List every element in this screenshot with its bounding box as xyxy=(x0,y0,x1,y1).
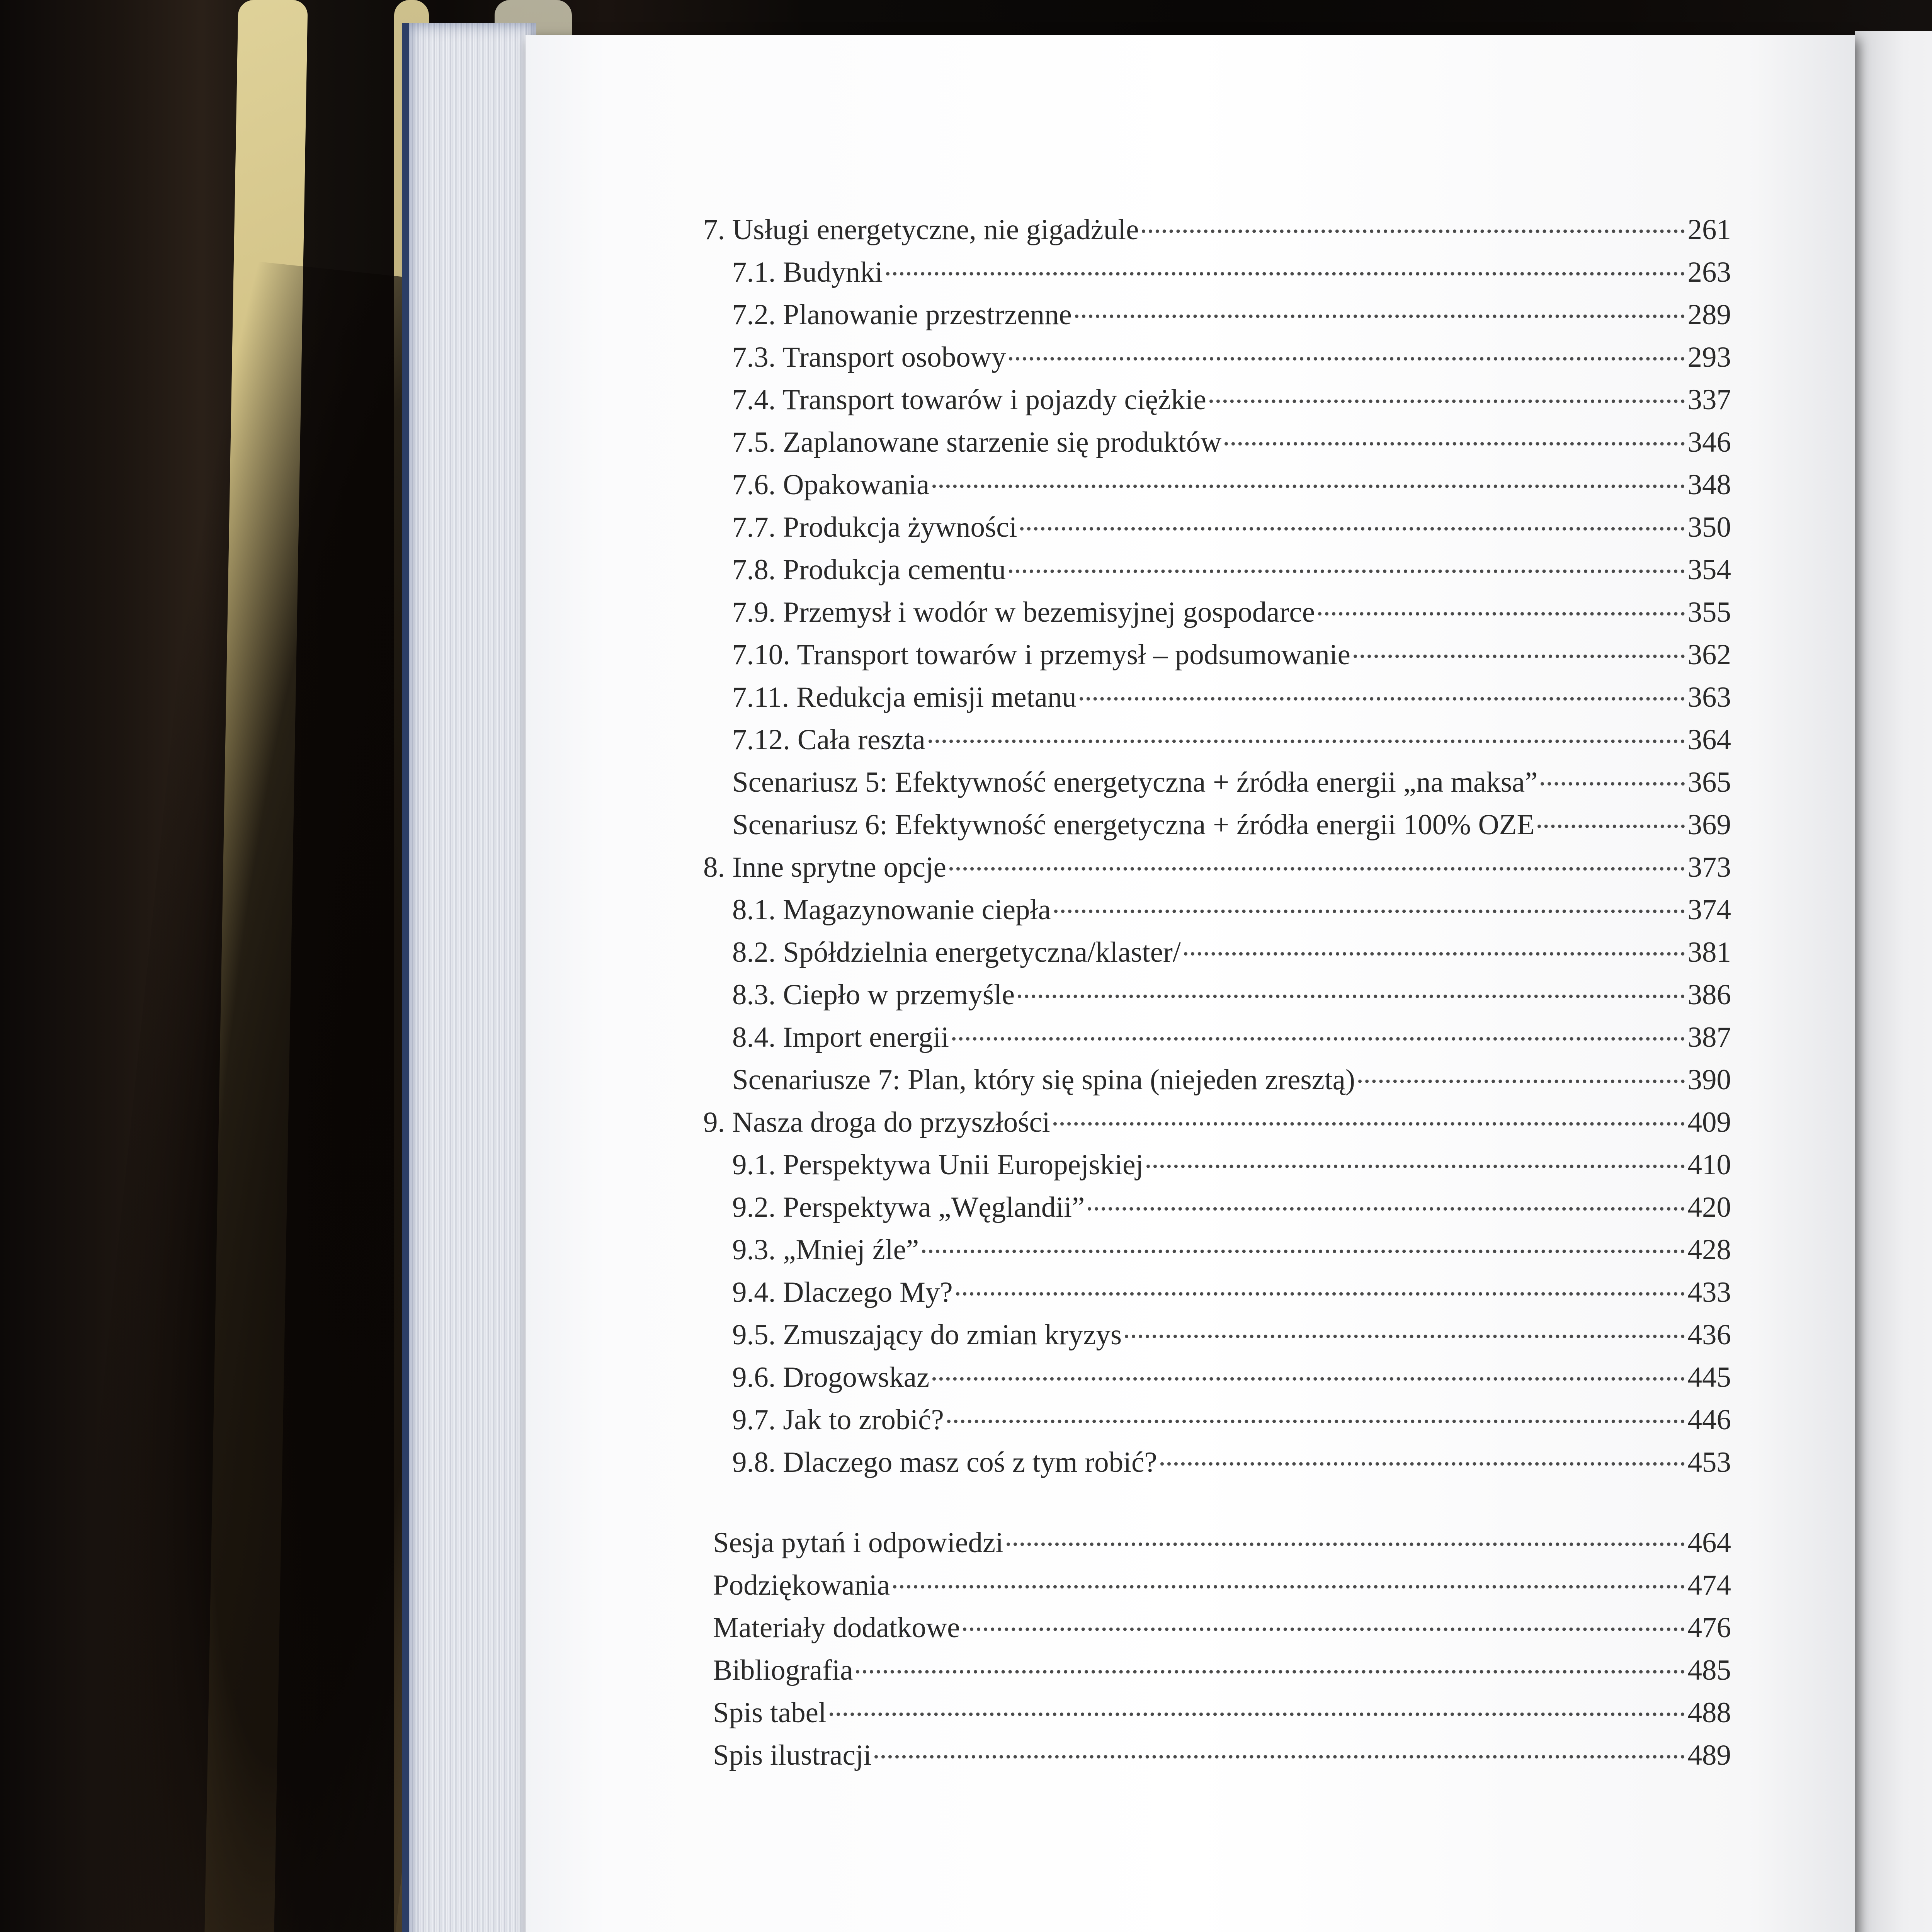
toc-entry xyxy=(703,336,1731,379)
toc-entry xyxy=(703,1734,1731,1777)
toc-entry-title: Scenariusz 6: Efektywność energetyczna + źródła energii 100% OZE xyxy=(732,809,1535,841)
toc-entry xyxy=(703,676,1731,719)
toc-entry-title: 8.1. Magazynowanie ciepła xyxy=(732,894,1051,926)
toc-entry xyxy=(703,591,1731,634)
toc-entry xyxy=(703,1399,1731,1441)
dot-leader xyxy=(963,1628,1684,1631)
dot-leader xyxy=(1358,1080,1685,1083)
dot-leader xyxy=(1009,357,1684,361)
dot-leader xyxy=(830,1713,1685,1716)
toc-entry-title: 8.2. Spółdzielnia energetyczna/klaster/ xyxy=(732,936,1181,968)
toc-entry-title: 9.5. Zmuszający do zmian kryzys xyxy=(732,1319,1122,1351)
toc-entry xyxy=(703,464,1731,506)
toc-entry-page-number: 354 xyxy=(1687,554,1731,586)
dot-leader xyxy=(1125,1335,1684,1338)
toc-entry-page-number: 446 xyxy=(1687,1404,1731,1436)
toc-entry-title: 7.6. Opakowania xyxy=(732,469,930,501)
toc-entry xyxy=(703,974,1731,1016)
dot-leader xyxy=(1225,442,1684,446)
toc-entry-page-number: 390 xyxy=(1687,1064,1731,1096)
toc-entry-title: Spis tabel xyxy=(713,1697,827,1729)
toc-entry-title: 7. Usługi energetyczne, nie gigadżule xyxy=(703,214,1139,246)
toc-entry-title: 7.8. Produkcja cementu xyxy=(732,554,1006,586)
toc-entry xyxy=(703,1016,1731,1059)
dot-leader xyxy=(1184,952,1685,956)
dot-leader xyxy=(1160,1462,1685,1466)
toc-entry xyxy=(703,506,1731,549)
dot-leader xyxy=(1020,527,1684,531)
toc-entry-page-number: 453 xyxy=(1687,1446,1731,1478)
toc-entry xyxy=(703,1564,1731,1607)
toc-entry-page-number: 464 xyxy=(1687,1527,1731,1559)
toc-entry-title: 8. Inne sprytne opcje xyxy=(703,851,946,883)
dot-leader xyxy=(1354,655,1685,658)
toc-entry-title: 9.7. Jak to zrobić? xyxy=(732,1404,944,1436)
dot-leader xyxy=(932,1377,1684,1381)
toc-entry-title: 8.4. Import energii xyxy=(732,1021,949,1053)
toc-entry-title: 7.4. Transport towarów i pojazdy ciężkie xyxy=(732,384,1206,416)
dot-leader xyxy=(956,1292,1685,1296)
toc-entry-page-number: 337 xyxy=(1687,384,1731,416)
dot-leader xyxy=(1541,782,1684,786)
toc-entry-title: 7.12. Cała reszta xyxy=(732,724,925,756)
toc-entry-page-number: 476 xyxy=(1687,1612,1731,1644)
toc-entry-title: Scenariusze 7: Plan, który się spina (niejeden zresztą) xyxy=(732,1064,1355,1096)
toc-entry xyxy=(703,251,1731,294)
dot-leader xyxy=(1018,995,1684,998)
toc-entry-title: 7.9. Przemysł i wodór w bezemisyjnej gospodarce xyxy=(732,596,1315,628)
toc-entry-page-number: 428 xyxy=(1687,1234,1731,1266)
toc-entry-page-number: 381 xyxy=(1687,936,1731,968)
toc-entry-title: Podziękowania xyxy=(713,1569,890,1601)
toc-entry xyxy=(703,1356,1731,1399)
toc-entry-page-number: 488 xyxy=(1687,1697,1731,1729)
toc-entry-page-number: 348 xyxy=(1687,469,1731,501)
toc-entry-page-number: 445 xyxy=(1687,1361,1731,1393)
dot-leader xyxy=(1053,1122,1685,1126)
toc-entry xyxy=(703,1271,1731,1314)
toc-entry xyxy=(703,1441,1731,1484)
toc-entry xyxy=(703,549,1731,591)
toc-entry-title: 7.3. Transport osobowy xyxy=(732,341,1006,373)
dot-leader xyxy=(922,1250,1684,1253)
toc-entry-page-number: 386 xyxy=(1687,979,1731,1011)
toc-entry-title: 8.3. Ciepło w przemyśle xyxy=(732,979,1015,1011)
toc-entry xyxy=(703,719,1731,761)
toc-entry xyxy=(703,294,1731,336)
dot-leader xyxy=(1075,315,1685,318)
dot-leader xyxy=(1318,612,1685,616)
dot-leader xyxy=(893,1585,1684,1588)
toc-entry xyxy=(703,931,1731,974)
toc-entry-title: Materiały dodatkowe xyxy=(713,1612,960,1644)
toc-entry-title: 9.2. Perspektywa „Węglandii” xyxy=(732,1191,1085,1223)
toc-entry-title: 7.1. Budynki xyxy=(732,256,883,288)
toc-entry-title: Bibliografia xyxy=(713,1654,853,1686)
toc-entry xyxy=(703,634,1731,676)
toc-entry-page-number: 350 xyxy=(1687,511,1731,543)
dot-leader xyxy=(1209,400,1685,403)
book-page-edges xyxy=(402,23,536,1932)
dot-leader xyxy=(1146,1165,1684,1168)
toc-entry xyxy=(703,1692,1731,1734)
toc-entry-page-number: 474 xyxy=(1687,1569,1731,1601)
toc-entry-page-number: 373 xyxy=(1687,851,1731,883)
dot-leader xyxy=(1142,230,1684,233)
toc-entry-page-number: 410 xyxy=(1687,1149,1731,1181)
toc-entry-page-number: 485 xyxy=(1687,1654,1731,1686)
dot-leader xyxy=(1009,570,1684,573)
toc-entry-page-number: 433 xyxy=(1687,1276,1731,1308)
toc-entry-title: 9.8. Dlaczego masz coś z tym robić? xyxy=(732,1446,1157,1478)
toc-entry xyxy=(703,1607,1731,1649)
toc-entry-title: Scenariusz 5: Efektywność energetyczna + źródła energii „na maksa” xyxy=(732,766,1538,798)
toc-entry-title: 9.3. „Mniej źle” xyxy=(732,1234,919,1266)
toc-entry-page-number: 289 xyxy=(1687,299,1731,331)
toc-entry xyxy=(703,1144,1731,1186)
toc-entry-page-number: 355 xyxy=(1687,596,1731,628)
dot-leader xyxy=(1080,697,1685,701)
toc-entry-title: 7.7. Produkcja żywności xyxy=(732,511,1017,543)
dot-leader xyxy=(1054,910,1685,913)
toc-entry-title: 7.5. Zaplanowane starzenie się produktów xyxy=(732,426,1222,458)
toc-entry-title: 9.4. Dlaczego My? xyxy=(732,1276,953,1308)
facing-page xyxy=(1855,31,1932,1932)
toc-entry-page-number: 362 xyxy=(1687,639,1731,671)
toc-entry xyxy=(703,889,1731,931)
dot-leader xyxy=(1007,1543,1685,1546)
dot-leader xyxy=(932,485,1684,488)
dot-leader xyxy=(1088,1207,1684,1211)
toc-entry-page-number: 363 xyxy=(1687,681,1731,713)
toc-entry xyxy=(703,1101,1731,1144)
toc-entry-page-number: 436 xyxy=(1687,1319,1731,1351)
toc-entry-title: 9.6. Drogowskaz xyxy=(732,1361,930,1393)
toc-entry xyxy=(703,421,1731,464)
toc-entry-page-number: 364 xyxy=(1687,724,1731,756)
toc-entry xyxy=(703,846,1731,889)
toc-entry-page-number: 489 xyxy=(1687,1739,1731,1771)
dot-leader xyxy=(874,1755,1684,1759)
dot-leader xyxy=(952,1037,1685,1041)
toc-entry-title: 7.10. Transport towarów i przemysł – podsumowanie xyxy=(732,639,1350,671)
toc-entry-title: 7.2. Planowanie przestrzenne xyxy=(732,299,1072,331)
toc-entry-title: 7.11. Redukcja emisji metanu xyxy=(732,681,1077,713)
toc-entry-title: Sesja pytań i odpowiedzi xyxy=(713,1527,1003,1559)
dot-leader xyxy=(856,1670,1684,1673)
toc-entry-title: 9.1. Perspektywa Unii Europejskiej xyxy=(732,1149,1144,1181)
toc-entry-page-number: 261 xyxy=(1687,214,1731,246)
toc-entry-title: Spis ilustracji xyxy=(713,1739,872,1771)
dot-leader xyxy=(949,867,1685,871)
toc-entry xyxy=(703,804,1731,846)
toc-entry-page-number: 263 xyxy=(1687,256,1731,288)
toc-entry xyxy=(703,1522,1731,1564)
toc-entry xyxy=(703,1186,1731,1229)
toc-entry-page-number: 409 xyxy=(1687,1106,1731,1138)
toc-entry-page-number: 420 xyxy=(1687,1191,1731,1223)
dot-leader xyxy=(929,740,1685,743)
toc-entry xyxy=(703,761,1731,804)
toc-entry xyxy=(703,209,1731,251)
toc-entry-page-number: 365 xyxy=(1687,766,1731,798)
toc-entry xyxy=(703,1059,1731,1101)
toc-entry xyxy=(703,1229,1731,1271)
toc-entry-page-number: 369 xyxy=(1687,809,1731,841)
table-of-contents xyxy=(703,209,1731,1777)
dot-leader xyxy=(886,272,1685,276)
dot-leader xyxy=(1537,825,1684,828)
toc-entry-page-number: 374 xyxy=(1687,894,1731,926)
toc-entry-title: 9. Nasza droga do przyszłości xyxy=(703,1106,1050,1138)
toc-entry xyxy=(703,379,1731,421)
toc-entry xyxy=(703,1649,1731,1692)
toc-entry xyxy=(703,1314,1731,1356)
dot-leader xyxy=(947,1420,1685,1423)
toc-entry-page-number: 346 xyxy=(1687,426,1731,458)
toc-entry-page-number: 387 xyxy=(1687,1021,1731,1053)
toc-entry-page-number: 293 xyxy=(1687,341,1731,373)
